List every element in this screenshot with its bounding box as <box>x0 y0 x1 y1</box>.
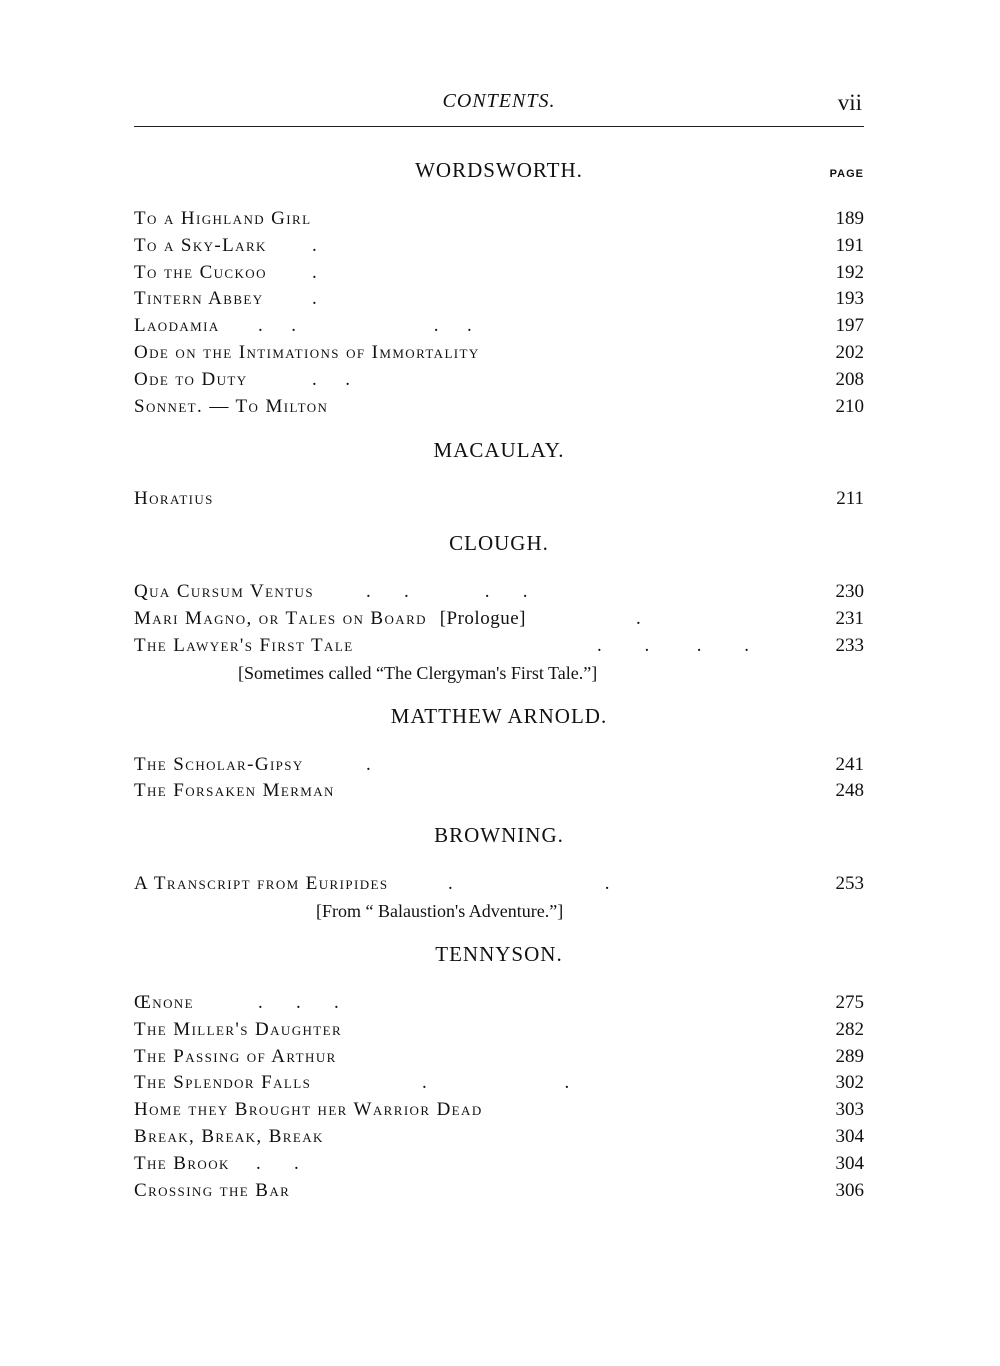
entry-title: To the Cuckoo <box>134 261 267 283</box>
entry-page: 208 <box>835 368 864 390</box>
entry-page: 210 <box>835 395 864 417</box>
entry-page: 192 <box>835 261 864 283</box>
leader-dots: . <box>312 288 317 310</box>
entry-title: The Splendor Falls <box>134 1072 312 1094</box>
entry-page: 304 <box>835 1152 864 1174</box>
toc-entry[interactable] <box>134 367 864 394</box>
section-title: WORDSWORTH. <box>415 158 583 182</box>
toc-entry[interactable] <box>134 233 864 260</box>
toc-entry[interactable] <box>134 1178 864 1205</box>
leader-dots: . . . . <box>597 634 749 656</box>
entry-title: The Passing of Arthur <box>134 1045 337 1067</box>
toc-entry[interactable] <box>134 579 864 606</box>
entry-page: 304 <box>835 1125 864 1147</box>
entry-page: 303 <box>835 1099 864 1121</box>
page-column-label: PAGE <box>829 168 864 180</box>
entry-page: 230 <box>835 581 864 603</box>
entry-page: 211 <box>836 488 864 510</box>
leader-dots: . <box>312 261 317 283</box>
toc-entry[interactable] <box>134 752 864 779</box>
entry-title: The Forsaken Merman <box>134 780 335 802</box>
toc-entry[interactable] <box>134 606 864 633</box>
section-title: CLOUGH. <box>449 531 549 556</box>
leader-dots: . <box>312 234 317 256</box>
entry-title: The Scholar-Gipsy <box>134 753 304 775</box>
toc-entry[interactable] <box>134 778 864 805</box>
leader-dots: . . . <box>258 991 339 1013</box>
entry-title: A Transcript from Euripides <box>134 873 389 895</box>
leader-dots: . . <box>256 1152 299 1174</box>
header-rule <box>134 126 864 127</box>
entry-title: The Miller's Daughter <box>134 1018 343 1040</box>
page-folio: vii <box>837 90 862 115</box>
entry-page: 302 <box>835 1072 864 1094</box>
toc-entry[interactable] <box>134 313 864 340</box>
toc-entry[interactable] <box>134 1097 864 1124</box>
toc-entry[interactable] <box>134 1044 864 1071</box>
toc-entry[interactable] <box>134 394 864 421</box>
section-title: BROWNING. <box>434 823 564 848</box>
entry-title: Crossing the Bar <box>134 1179 291 1201</box>
entry-page: 197 <box>835 315 864 337</box>
entry-title: Break, Break, Break <box>134 1125 324 1147</box>
entry-page: 282 <box>835 1018 864 1040</box>
entry-title: Laodamia <box>134 315 220 337</box>
entry-title: Œnone <box>134 991 194 1013</box>
entry-page: 189 <box>835 208 864 229</box>
entry-page: 233 <box>835 634 864 656</box>
entry-note: [Sometimes called “The Clergyman's First Tale.”] <box>238 662 598 683</box>
leader-dots: . . <box>312 368 350 390</box>
running-title: CONTENTS. <box>442 90 556 112</box>
leader-dots: . <box>366 753 371 775</box>
leader-dots: . <box>636 607 641 629</box>
section-header-clough <box>134 531 864 565</box>
entry-title: Mari Magno, or Tales on Board <box>134 607 427 629</box>
entry-page: 306 <box>835 1179 864 1201</box>
running-header <box>134 90 864 126</box>
entry-page: 289 <box>835 1045 864 1067</box>
entry-page: 193 <box>835 288 864 310</box>
toc-entry[interactable] <box>134 340 864 367</box>
toc-entry[interactable] <box>134 1151 864 1178</box>
leader-dots: . . <box>422 1072 570 1094</box>
section-header-tennyson <box>134 942 864 976</box>
toc-entry[interactable] <box>134 1070 864 1097</box>
toc-entry[interactable] <box>134 1124 864 1151</box>
entry-page: 275 <box>835 991 864 1013</box>
entry-title: Qua Cursum Ventus <box>134 581 314 603</box>
entry-title: Horatius <box>134 488 214 510</box>
toc-entry[interactable] <box>134 286 864 313</box>
entry-title: The Brook <box>134 1152 230 1174</box>
entry-page: 248 <box>835 780 864 802</box>
entry-page: 241 <box>835 753 864 775</box>
section-header-arnold <box>134 704 864 738</box>
entry-title: Ode to Duty <box>134 368 248 390</box>
entry-title: To a Sky-Lark <box>134 234 267 256</box>
leader-dots: . . . . <box>366 581 528 603</box>
section-title: MACAULAY. <box>433 438 565 463</box>
table-of-contents <box>134 158 864 1204</box>
entry-title: Ode on the Intimations of Immortality <box>134 341 480 363</box>
toc-entry[interactable] <box>134 633 864 660</box>
entry-title: To a Highland Girl <box>134 208 312 229</box>
entry-note: [From “ Balaustion's Adventure.”] <box>316 900 564 921</box>
entry-title: The Lawyer's First Tale <box>134 634 354 656</box>
entry-page: 202 <box>835 341 864 363</box>
entry-page: 253 <box>835 873 864 895</box>
section-header-wordsworth <box>134 158 864 192</box>
entry-page: 231 <box>835 607 864 629</box>
section-title: MATTHEW ARNOLD. <box>390 703 608 728</box>
entry-page: 191 <box>835 234 864 256</box>
toc-entry[interactable] <box>134 990 864 1017</box>
section-header-macaulay <box>134 438 864 472</box>
toc-entry[interactable] <box>134 871 864 898</box>
section-header-browning <box>134 823 864 857</box>
leader-dots: . . <box>448 873 610 895</box>
section-title: TENNYSON. <box>435 941 563 966</box>
entry-title: Sonnet. — To Milton <box>134 395 329 417</box>
toc-entry[interactable] <box>134 206 864 233</box>
entry-title: Tintern Abbey <box>134 288 264 310</box>
toc-entry[interactable] <box>134 486 864 513</box>
toc-entry[interactable] <box>134 260 864 287</box>
toc-entry[interactable] <box>134 1017 864 1044</box>
entry-title: Home they Brought her Warrior Dead <box>134 1099 483 1121</box>
entry-subtitle: [Prologue] <box>439 607 526 629</box>
leader-dots: . . . . <box>258 315 472 337</box>
